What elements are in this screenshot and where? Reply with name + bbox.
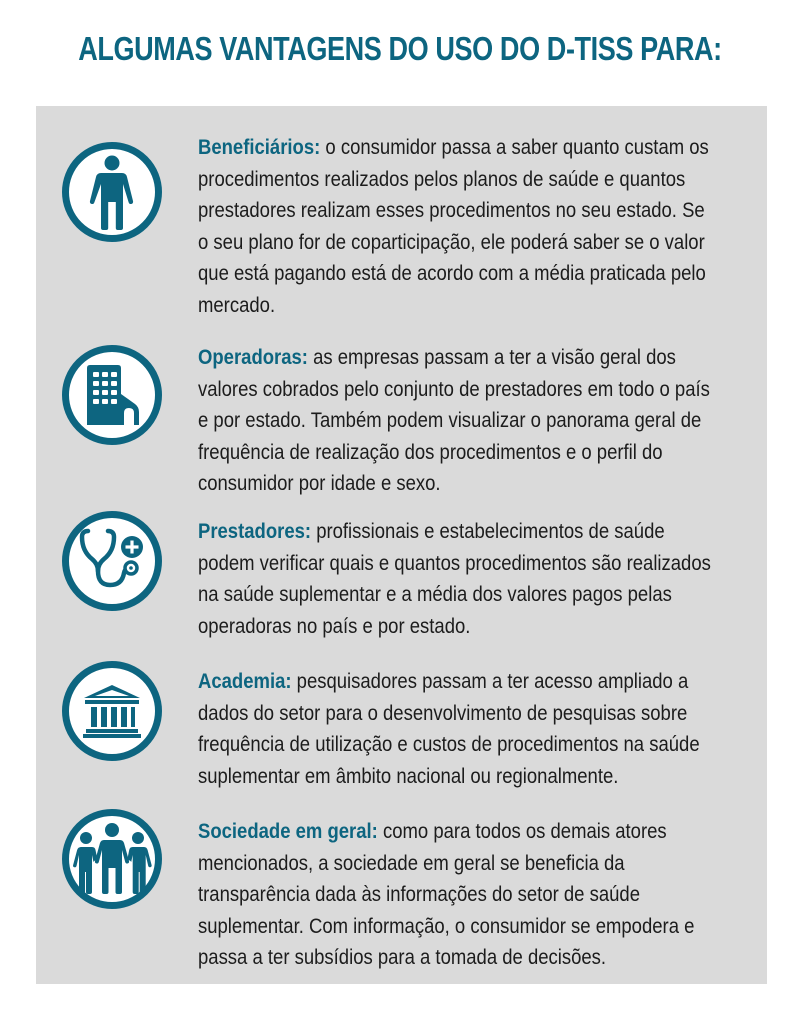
advantages-panel (36, 106, 767, 984)
advantage-text (198, 666, 714, 792)
group-people-icon (62, 809, 162, 909)
stethoscope-icon (62, 511, 162, 611)
advantage-description: pesquisadores passam a ter acesso ampliado a dados do setor para o desenvolvimento de pesquisas sobre frequência de utilização e custos de procedimentos na saúde suplementar em âmbito nacional ou regionalmente. (198, 669, 700, 788)
advantage-lead: Academia: (198, 669, 292, 693)
advantage-description: o consumidor passa a saber quanto custam os procedimentos realizados pelos planos de saúde e quantos prestadores realizam esses procedimentos no seu estado. Se o seu plano for de coparticipação, ele poderá saber se o valor que está pagando está de acordo com a média praticada pelo mercado. (198, 135, 709, 317)
advantage-lead: Sociedade em geral: (198, 819, 378, 843)
advantage-text (198, 132, 714, 321)
advantage-lead: Prestadores: (198, 519, 312, 543)
advantage-lead: Beneficiários: (198, 135, 321, 159)
advantage-description: profissionais e estabelecimentos de saúde podem verificar quais e quantos procedimentos são realizados na saúde suplementar e a média dos valores pagos pelas operadoras no país e por estado. (198, 519, 711, 638)
advantage-text (198, 516, 714, 642)
page-title: ALGUMAS VANTAGENS DO USO DO D-TISS PARA: (78, 30, 722, 67)
advantage-text (198, 342, 714, 500)
building-icon (62, 345, 162, 445)
institution-icon (62, 661, 162, 761)
advantage-lead: Operadoras: (198, 345, 308, 369)
advantage-text (198, 816, 714, 974)
advantage-description: como para todos os demais atores mencionados, a sociedade em geral se beneficia da transparência dada às informações do setor de saúde suplementar. Com informação, o consumidor se empodera e passa a ter subsídios para a tomada de decisões. (198, 819, 695, 969)
person-icon (62, 142, 162, 242)
advantage-description: as empresas passam a ter a visão geral dos valores cobrados pelo conjunto de prestadores em todo o país e por estado. Também podem visualizar o panorama geral de frequência de realização dos procedimentos e o perfil do consumidor por idade e sexo. (198, 345, 710, 495)
